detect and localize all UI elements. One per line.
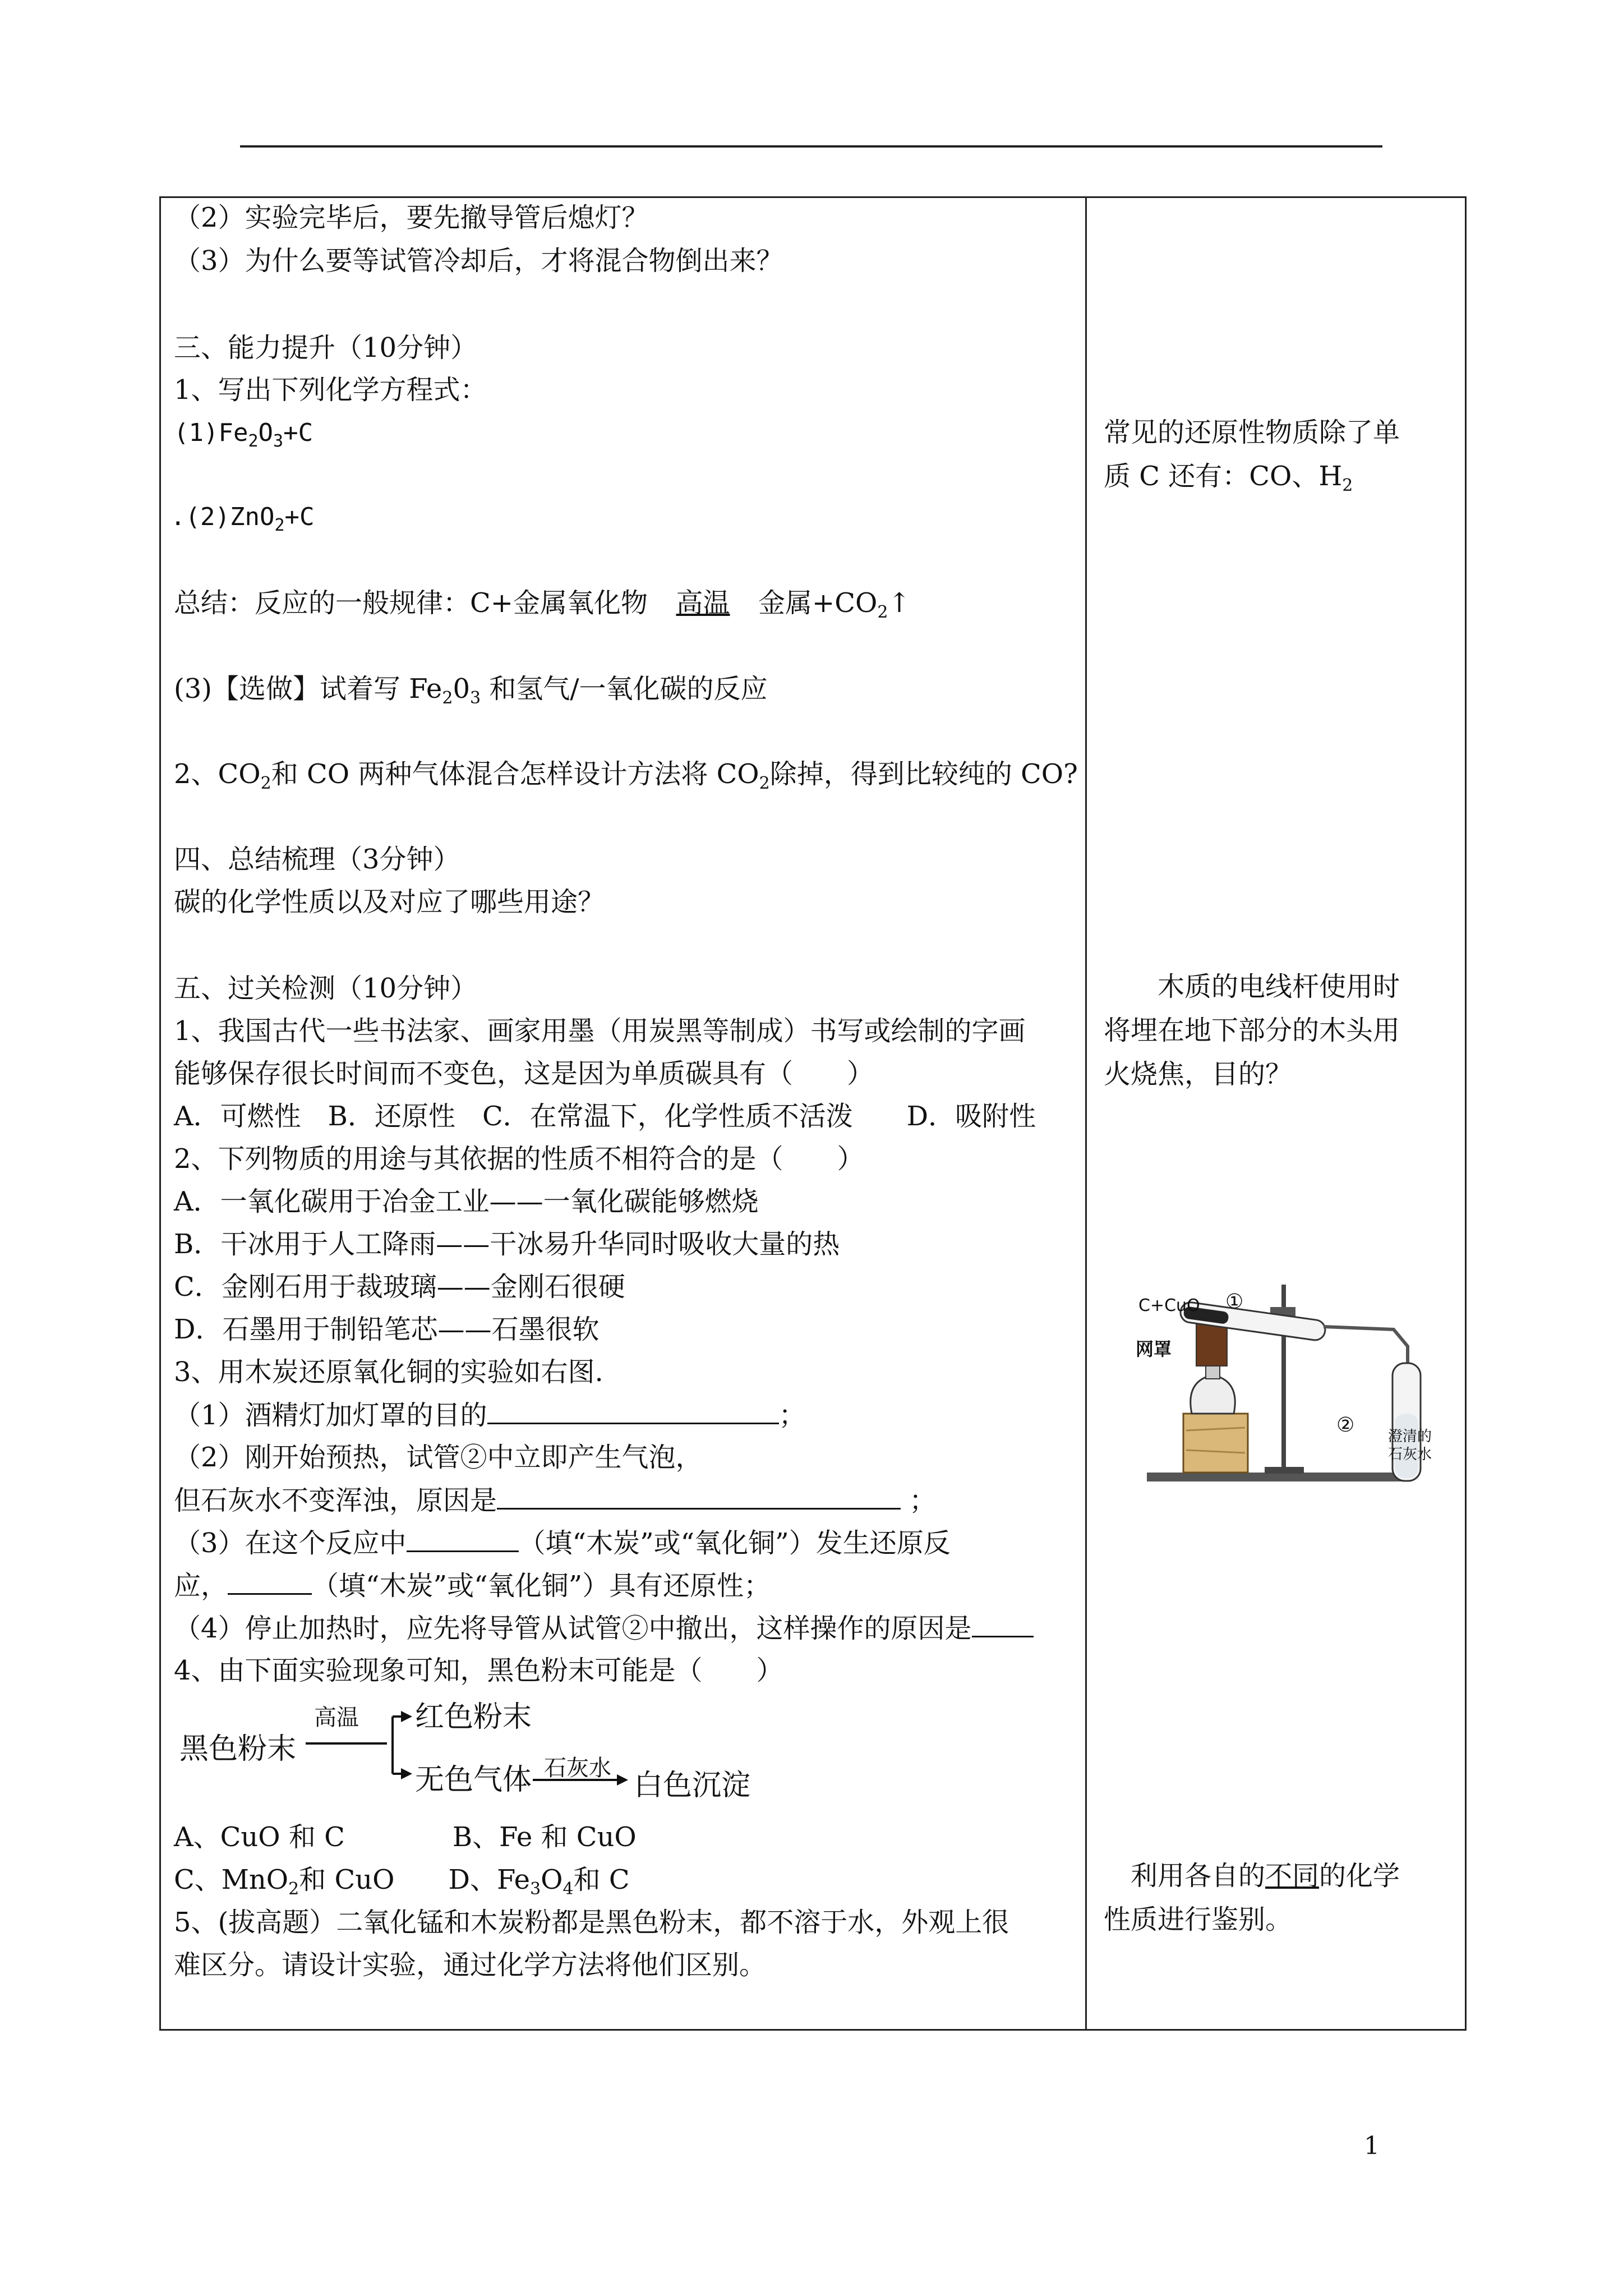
flow-product-precipitate: 白色沉淀 <box>634 1769 751 1802</box>
figure-label-limewater-2: 石灰水 <box>1388 1446 1432 1463</box>
figure-label-reactant: C+CuO <box>1138 1296 1200 1315</box>
note-reducing-agents-line-1: 常见的还原性物质除了单 <box>1104 417 1400 448</box>
note-identify-line-1: 利用各自的不同的化学 <box>1104 1860 1400 1892</box>
test-2: 2、下列物质的用途与其依据的性质不相符合的是（ ） <box>174 1143 864 1175</box>
column-divider <box>1085 196 1087 2031</box>
test-4-options-ab: A、CuO 和 C B、Fe 和 CuO <box>174 1821 637 1853</box>
test-3-part-2-line-2: 但石灰水不变浑浊，原因是 ； <box>174 1483 936 1517</box>
optional-question: (3)【选做】试着写 $Fe_20_3$ 和氢气/一氧化碳的反应 <box>174 673 768 708</box>
test-3-part-4: （4）停止加热时，应先将导管从试管②中撤出，这样操作的原因是 <box>174 1611 1034 1645</box>
test-2-option-d: D．石墨用于制铅笔芯——石墨很软 <box>174 1314 600 1345</box>
equation-2: .(2)ZnO$_2$+C <box>170 503 315 535</box>
section-4-question: 碳的化学性质以及对应了哪些用途？ <box>174 886 605 918</box>
question-2: （2）实验完毕后，要先撤导管后熄灯？ <box>174 202 649 233</box>
test-5-line-1: 5、(拔高题）二氧化锰和木炭粉都是黑色粉末，都不溶于水，外观上很 <box>174 1907 1009 1938</box>
test-5-line-2: 难区分。请设计实验，通过化学方法将他们区别。 <box>174 1949 767 1981</box>
test-3-part-3-line-2: 应， （填“木炭”或“氧化铜”）具有还原性； <box>174 1568 771 1603</box>
test-3-part-1: （1）酒精灯加灯罩的目的 ； <box>174 1398 806 1432</box>
test-2-option-a: A．一氧化碳用于冶金工业——一氧化碳能够燃烧 <box>174 1186 759 1217</box>
test-2-option-b: B．干冰用于人工降雨——干冰易升华同时吸收大量的热 <box>174 1228 840 1260</box>
section-3-item-1: 1、写出下列化学方程式： <box>174 374 487 406</box>
flow-arrows <box>174 1700 679 1812</box>
section-5-title: 五、过关检测（10分钟） <box>174 973 478 1004</box>
equation-1: $(1)Fe_2O_3+C$ <box>174 418 313 451</box>
note-identify-line-2: 性质进行鉴别。 <box>1104 1904 1293 1935</box>
section-4-title: 四、总结梳理（3分钟） <box>174 844 460 875</box>
flow-condition-limewater: 石灰水 <box>544 1755 611 1781</box>
note-utility-pole-line-1: 木质的电线杆使用时 <box>1104 971 1400 1002</box>
flow-condition-high-temp: 高温 <box>314 1705 359 1731</box>
test-3-part-2: （2）刚开始预热，试管②中立即产生气泡， <box>174 1442 703 1473</box>
question-3: （3）为什么要等试管冷却后，才将混合物倒出来？ <box>174 245 783 277</box>
flow-product-gas: 无色气体 <box>415 1763 532 1797</box>
note-reducing-agents-line-2: 质 C 还有：CO、$H_2$ <box>1104 461 1353 495</box>
page-number: 1 <box>1364 2132 1380 2160</box>
figure-label-mesh: 网罩 <box>1136 1338 1172 1360</box>
test-1-options: A．可燃性 B．还原性 C．在常温下，化学性质不活泼 D．吸附性 <box>174 1101 1036 1132</box>
test-2-option-c: C．金刚石用于裁玻璃——金刚石很硬 <box>174 1271 625 1303</box>
summary-rule: 总结：反应的一般规律：C+金属氧化物 高温 金属$+CO_2↑$ <box>174 587 911 622</box>
figure-label-limewater-1: 澄清的 <box>1388 1428 1432 1445</box>
note-utility-pole-line-3: 火烧焦，目的？ <box>1104 1059 1293 1090</box>
test-4-options-cd: C、MnO$_2$和 CuO D、$Fe_3O_4$和 C <box>174 1864 630 1899</box>
test-4: 4、由下面实验现象可知，黑色粉末可能是（ ） <box>174 1655 783 1686</box>
question-co2: 2、$CO_2$和 CO 两种气体混合怎样设计方法将 $CO_2$除掉，得到比较纯的 CO? <box>174 758 1078 793</box>
apparatus-figure <box>1130 1273 1455 1498</box>
test-3-part-3: （3）在这个反应中 （填“木炭”或“氧化铜”）发生还原反 <box>174 1526 951 1560</box>
test-1-line-2: 能够保存很长时间而不变色，这是因为单质碳具有（ ） <box>174 1058 874 1089</box>
test-3: 3、用木炭还原氧化铜的实验如右图. <box>174 1356 603 1388</box>
test-1-line-1: 1、我国古代一些书法家、画家用墨（用炭黑等制成）书写或绘制的字画 <box>174 1015 1026 1047</box>
figure-label-tube-2: ② <box>1336 1414 1355 1437</box>
flow-product-red-powder: 红色粉末 <box>415 1700 532 1734</box>
note-utility-pole-line-2: 将埋在地下部分的木头用 <box>1104 1015 1400 1046</box>
section-3-title: 三、能力提升（10分钟） <box>174 332 478 364</box>
header-rule <box>240 145 1382 148</box>
flow-start: 黑色粉末 <box>179 1732 297 1766</box>
figure-label-tube-1: ① <box>1225 1290 1244 1313</box>
